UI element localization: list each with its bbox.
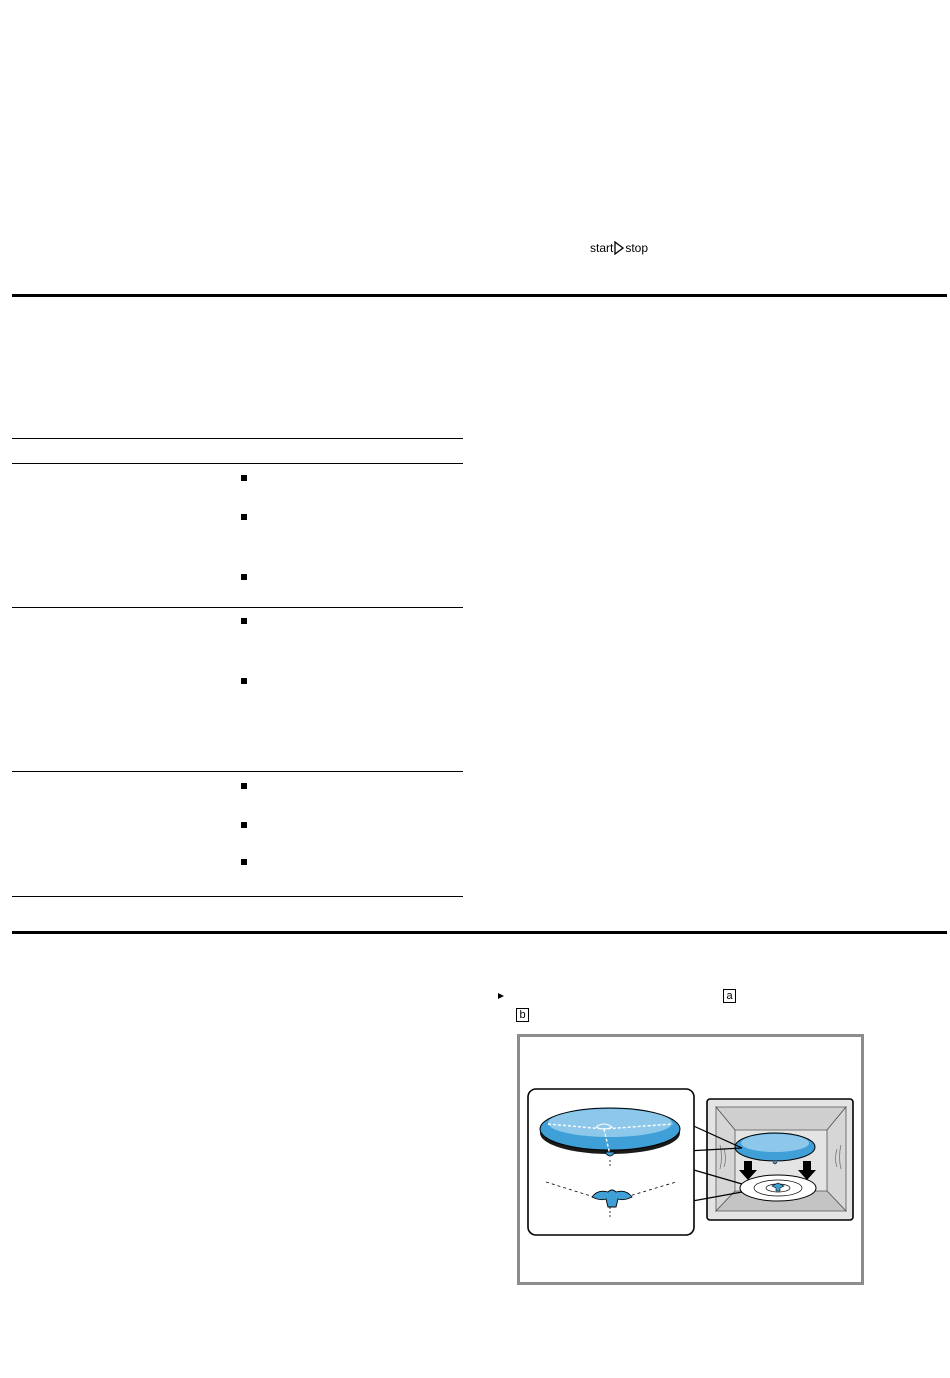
instruction-arrow-icon bbox=[498, 993, 504, 999]
turntable-illustration bbox=[520, 1037, 861, 1282]
list-bullet bbox=[241, 859, 247, 865]
table-row-rule bbox=[12, 607, 463, 608]
list-bullet bbox=[241, 574, 247, 580]
section-divider-bottom bbox=[12, 931, 947, 934]
list-bullet bbox=[241, 783, 247, 789]
section-divider-top bbox=[12, 294, 947, 297]
start-stop-symbol bbox=[590, 241, 648, 255]
table-row-rule bbox=[12, 771, 463, 772]
table-header-rule bbox=[12, 463, 463, 464]
reference-box-b: b bbox=[516, 1008, 529, 1022]
table-top-rule bbox=[12, 438, 463, 439]
turntable-figure bbox=[517, 1034, 864, 1285]
stop-label: stop bbox=[625, 241, 649, 255]
microwave-interior-icon bbox=[707, 1099, 853, 1220]
start-label: start bbox=[590, 241, 614, 255]
list-bullet bbox=[241, 822, 247, 828]
table-bottom-rule bbox=[12, 896, 463, 897]
play-triangle-icon bbox=[614, 241, 624, 255]
reference-box-a: a bbox=[723, 989, 736, 1003]
list-bullet bbox=[241, 514, 247, 520]
list-bullet bbox=[241, 618, 247, 624]
list-bullet bbox=[241, 475, 247, 481]
list-bullet bbox=[241, 678, 247, 684]
